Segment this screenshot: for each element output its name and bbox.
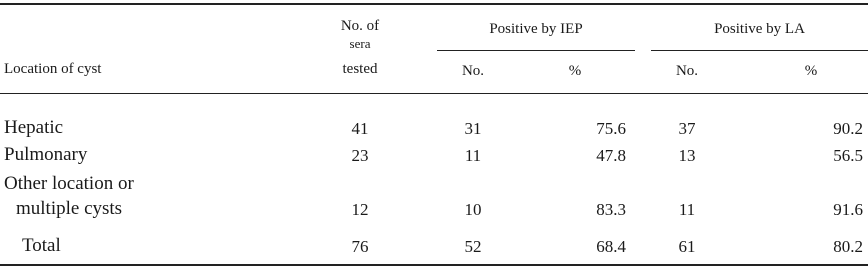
cell-iep-no: 31 <box>464 119 482 138</box>
cell-iep-no: 10 <box>464 200 482 219</box>
row-location-total: Total <box>22 235 61 256</box>
header-bottom-rule <box>0 93 868 94</box>
cell-tested: 23 <box>351 146 369 165</box>
cell-la-no: 13 <box>678 146 696 165</box>
cell-la-pct: 91.6 <box>833 200 863 219</box>
cell-iep-no: 11 <box>464 146 482 165</box>
cell-iep-pct: 68.4 <box>596 237 626 256</box>
header-iep-pct: % <box>568 63 582 79</box>
cell-la-pct: 90.2 <box>833 119 863 138</box>
cell-la-no: 11 <box>678 200 696 219</box>
header-sera-line-1: No. of <box>340 18 380 34</box>
header-sera-line-3: tested <box>342 61 378 77</box>
cell-la-pct: 56.5 <box>833 146 863 165</box>
bottom-rule <box>0 264 868 266</box>
header-iep-no: No. <box>461 63 485 79</box>
cell-tested: 76 <box>351 237 369 256</box>
cell-iep-pct: 83.3 <box>596 200 626 219</box>
row-location-line-2: multiple cysts <box>16 198 123 219</box>
header-sera-line-2: sera <box>349 36 371 51</box>
cell-la-no: 61 <box>678 237 696 256</box>
row-location-line-1: Other location or <box>4 173 134 194</box>
header-positive-by-iep: Positive by IEP <box>489 21 583 37</box>
iep-group-rule <box>437 50 635 51</box>
header-la-pct: % <box>804 63 818 79</box>
row-location: Pulmonary <box>4 144 88 165</box>
cell-iep-pct: 75.6 <box>596 119 626 138</box>
la-group-rule <box>651 50 868 51</box>
cell-la-no: 37 <box>678 119 696 138</box>
header-location-of-cyst: Location of cyst <box>4 61 102 77</box>
cell-iep-no: 52 <box>464 237 482 256</box>
cell-tested: 12 <box>351 200 369 219</box>
cell-tested: 41 <box>351 119 369 138</box>
cell-iep-pct: 47.8 <box>596 146 626 165</box>
header-positive-by-la: Positive by LA <box>714 21 805 37</box>
cell-la-pct: 80.2 <box>833 237 863 256</box>
top-rule <box>0 3 868 5</box>
row-location: Hepatic <box>4 117 64 138</box>
header-la-no: No. <box>675 63 699 79</box>
